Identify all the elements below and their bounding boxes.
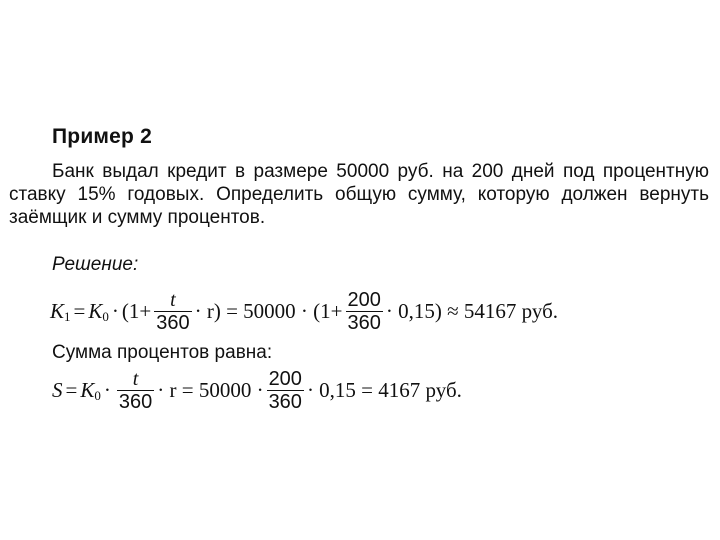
formula1-tail: · 0,15) ≈ 54167 руб. <box>385 298 559 323</box>
formula1-fraction-t <box>154 289 191 334</box>
total-sum-formula <box>50 286 558 336</box>
formula1-k-var: K <box>88 298 103 323</box>
formula1-r-part: · r) = 50000 · (1+ <box>194 298 343 323</box>
problem-statement <box>9 160 709 229</box>
example-title: Пример 2 <box>52 125 152 148</box>
formula2-k-var: K <box>80 377 95 402</box>
problem-line-3: заёмщик и сумму процентов. <box>9 207 266 228</box>
formula1-frac2-num: 200 <box>347 288 381 311</box>
problem-line-2: ставку 15% годовых. Определить общую сумму, которую должен вернуть <box>9 184 709 205</box>
interest-formula <box>52 364 462 416</box>
formula1-frac2-den: 360 <box>347 311 381 334</box>
formula2-frac2-den: 360 <box>268 390 302 413</box>
formula2-fraction-t <box>117 368 154 413</box>
formula2-s-var: S <box>52 377 63 402</box>
formula1-frac1-den: 360 <box>156 311 190 334</box>
formula1-lhs-var: K <box>50 298 65 323</box>
formula1-lhs-sub: 1 <box>64 309 71 324</box>
formula2-frac1-den: 360 <box>118 390 153 413</box>
formula2-frac1-num: t <box>132 367 139 390</box>
formula1-open: (1+ <box>121 298 152 323</box>
formula2-k-sub: 0 <box>94 388 101 403</box>
formula1-dot: · <box>111 298 119 323</box>
formula1-eq: = <box>73 298 86 323</box>
formula2-dot: · <box>103 377 111 402</box>
interest-sum-label: Сумма процентов равна: <box>52 342 273 363</box>
formula1-k-sub: 0 <box>102 309 109 324</box>
formula2-frac2-num: 200 <box>268 367 302 390</box>
problem-line-1: Банк выдал кредит в размере 50000 руб. на 200 дней под процентную <box>52 161 709 182</box>
solution-label: Решение: <box>52 254 139 275</box>
formula2-fraction-days <box>267 368 304 413</box>
formula1-frac1-num: t <box>170 288 176 311</box>
formula2-eq: = <box>65 377 78 402</box>
formula2-tail: · 0,15 = 4167 руб. <box>306 377 462 402</box>
formula2-mid: · r = 50000 · <box>157 377 264 402</box>
formula1-fraction-days <box>346 289 383 334</box>
